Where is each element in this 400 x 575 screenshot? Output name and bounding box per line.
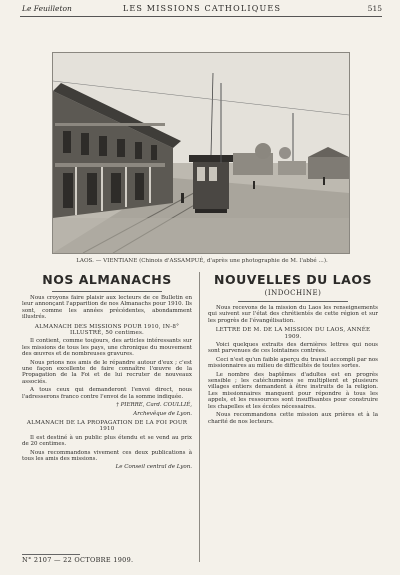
signature-title: Archevêque de Lyon.: [133, 410, 192, 417]
right-paragraph: Ceci n'est qu'un faible aperçu du travail accompli par nos missionnaires au milieu de difficultés de toutes sortes.: [208, 356, 378, 370]
figure-caption: LAOS. — VIENTIANE (Chinois d'ASSAMPUÉ, d'après une photographie de M. l'abbé ...).: [76, 258, 328, 264]
laos-news-subtitle: (INDOCHINE): [264, 289, 322, 297]
street-photo-drawing: [53, 53, 349, 253]
left-column: [22, 272, 192, 473]
right-paragraph: Nous recommandons cette mission aux prières et à la charité de nos lecteurs.: [208, 412, 378, 425]
right-paragraph: Voici quelques extraits des dernières lettres qui nous sont parvenues de ces lointaines contrées.: [208, 342, 378, 355]
left-paragraph: Il contient, comme toujours, des articles intéressants sur les missions de tous les pays, une chronique du mouvement des œuvres et de nombreuses gravures.: [22, 338, 192, 358]
left-paragraph-2: Il est destiné à un public plus étendu et se vend au prix de 20 centimes.: [22, 434, 192, 448]
signature: † PIERRE, Card. COULLIÉ,: [116, 402, 192, 409]
issue-line: N° 2107 — 22 OCTOBRE 1909.: [22, 556, 134, 564]
left-paragraph-2: Nous recommandons vivement ces deux publications à tous les amis des missions.: [22, 449, 192, 462]
column-divider: [199, 272, 200, 562]
left-paragraph: ALMANACH DES MISSIONS POUR 1910, IN-8° ILLUSTRÉ, 50 centimes.: [34, 323, 180, 337]
left-paragraph: Nous croyons faire plaisir aux lecteurs de ce Bulletin en leur annonçant l'apparition de nos Almanachs pour 1910. Ils sont, comme les années précédentes, abondamment illustrés.: [22, 295, 192, 321]
letter-heading: LETTRE DE M. DE LA MISSION DU LAOS, ANNÉE 1909.: [215, 327, 371, 340]
title-rule: [238, 301, 348, 302]
laos-news-title: NOUVELLES DU LAOS: [214, 272, 372, 287]
footer-rule: [22, 554, 80, 555]
title-rule: [52, 291, 162, 292]
right-intro: Nous recevons de la mission du Laos les renseignements qui suivent sur l'état des chrétientés de cette région et sur les progrès de l'évangélisation.: [208, 305, 378, 324]
journal-title: LES MISSIONS CATHOLIQUES: [122, 4, 282, 13]
running-header: [22, 4, 382, 16]
street-photograph: [52, 52, 350, 254]
left-mark: Le Feuilleton: [22, 4, 72, 13]
header-rule: [20, 16, 382, 17]
left-paragraph: Nous prions nos amis de le répandre autour d'eux ; c'est une façon excellente de faire connaître l'œuvre de la Propagation de la Foi et de lui recruter de nouveaux associés.: [22, 359, 192, 385]
closing-line: Le Conseil central de Lyon.: [115, 464, 192, 471]
left-paragraph: A tous ceux qui demanderont l'envoi direct, nous l'adresserons franco contre l'envoi de la somme indiquée.: [22, 387, 192, 400]
page-number: 515: [367, 4, 382, 13]
left-sub-heading: ALMANACH DE LA PROPAGATION DE LA FOI POUR 1910: [26, 419, 188, 433]
right-column: [208, 272, 378, 427]
almanacs-title: NOS ALMANACHS: [42, 272, 172, 287]
right-paragraph: Le nombre des baptêmes d'adultes est en progrès sensible ; les catéchumènes se multiplient et plusieurs villages entiers demandent à être instruits de la religion. Les missionnaires manquent pour répondre à tous les appels, et les ressources sont insuffisantes pour construire les chapelles et les écoles nécessaires.: [208, 371, 378, 410]
